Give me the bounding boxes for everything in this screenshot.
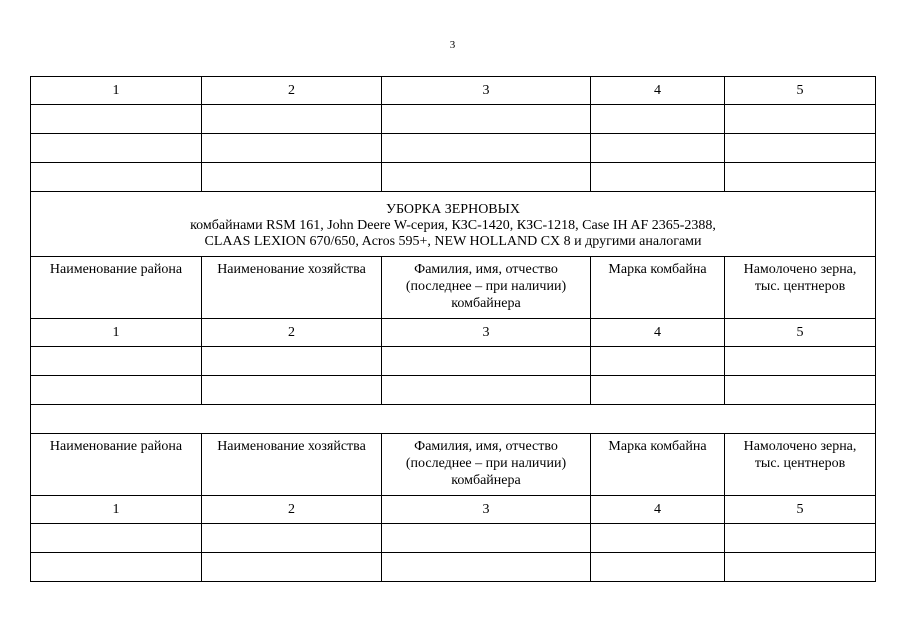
header-combine-brand [591,434,725,496]
column-number-cell: 4 [591,77,725,105]
column-number-cell: 3 [382,77,591,105]
header-text: Наименование хозяйства [217,439,366,454]
empty-cell [31,163,202,192]
header-text: Фамилия, имя, отчество [414,439,558,454]
empty-cell [591,376,725,405]
header-text: Фамилия, имя, отчество [414,262,558,277]
column-number-cell: 4 [591,319,725,347]
column-number-cell: 1 [31,77,202,105]
header-text: (последнее – при наличии) [405,456,567,471]
empty-cell [725,134,876,163]
empty-cell [591,524,725,553]
header-combine-brand [591,257,725,319]
column-number-cell: 1 [31,319,202,347]
header-grain-threshed [725,434,876,496]
header-operator-name [382,257,591,319]
header-text: Марка комбайна [608,262,707,277]
empty-cell [202,163,382,192]
empty-cell [591,553,725,582]
empty-cell [31,553,202,582]
header-text: комбайнера [451,296,521,311]
empty-cell [202,376,382,405]
empty-cell [202,134,382,163]
empty-cell [31,376,202,405]
header-district-name [31,257,202,319]
column-number-cell: 5 [725,496,876,524]
section-heading-cell [31,192,876,257]
column-number-cell: 3 [382,319,591,347]
empty-cell [725,524,876,553]
column-number-row [31,319,876,347]
column-header-row [31,257,876,319]
header-text: Намолочено зерна, [743,262,857,277]
empty-table-row [31,347,876,376]
empty-cell [382,524,591,553]
empty-cell [725,376,876,405]
empty-table-row [31,405,876,434]
empty-cell [202,105,382,134]
header-text: Намолочено зерна, [743,439,857,454]
empty-cell [591,105,725,134]
empty-cell [382,163,591,192]
empty-table-row [31,134,876,163]
section-subtitle-line-2: CLAAS LEXION 670/650, Acros 595+, NEW HOLLAND CX 8 и другими аналогами [204,234,702,249]
section-subtitle-line-1: комбайнами RSM 161, John Deere W-серия, КЗС-1420, КЗС-1218, Case IH AF 2365-2388, [190,218,716,233]
empty-cell [31,105,202,134]
header-operator-name [382,434,591,496]
empty-table-row [31,163,876,192]
combine-harvest-table [30,76,876,582]
column-header-row [31,434,876,496]
column-number-cell: 5 [725,319,876,347]
empty-cell [202,553,382,582]
column-number-row [31,77,876,105]
column-number-cell: 5 [725,77,876,105]
header-farm-name [202,434,382,496]
empty-cell [31,347,202,376]
empty-cell [725,553,876,582]
section-heading-row [31,192,876,257]
empty-cell [382,376,591,405]
column-number-cell: 2 [202,319,382,347]
empty-table-row [31,524,876,553]
empty-cell [31,524,202,553]
column-number-cell: 1 [31,496,202,524]
header-text: Марка комбайна [608,439,707,454]
column-number-cell: 4 [591,496,725,524]
header-text: комбайнера [451,473,521,488]
header-farm-name [202,257,382,319]
empty-cell [202,347,382,376]
empty-cell [725,105,876,134]
empty-cell [382,553,591,582]
empty-cell [31,134,202,163]
empty-cell [591,163,725,192]
column-number-row [31,496,876,524]
header-text: Наименование района [49,262,183,277]
empty-cell [382,347,591,376]
header-text: Наименование хозяйства [217,262,366,277]
section-title: УБОРКА ЗЕРНОВЫХ [386,202,520,217]
page-number: 3 [449,39,456,51]
empty-cell [725,163,876,192]
header-text: тыс. центнеров [754,456,846,471]
empty-table-row [31,553,876,582]
header-text: тыс. центнеров [754,279,846,294]
column-number-cell: 2 [202,77,382,105]
column-number-cell: 3 [382,496,591,524]
header-district-name [31,434,202,496]
header-text: (последнее – при наличии) [405,279,567,294]
empty-cell [382,105,591,134]
empty-cell [31,405,876,434]
empty-table-row [31,376,876,405]
header-grain-threshed [725,257,876,319]
empty-cell [725,347,876,376]
empty-table-row [31,105,876,134]
empty-cell [591,134,725,163]
empty-cell [591,347,725,376]
column-number-cell: 2 [202,496,382,524]
empty-cell [202,524,382,553]
empty-cell [382,134,591,163]
header-text: Наименование района [49,439,183,454]
